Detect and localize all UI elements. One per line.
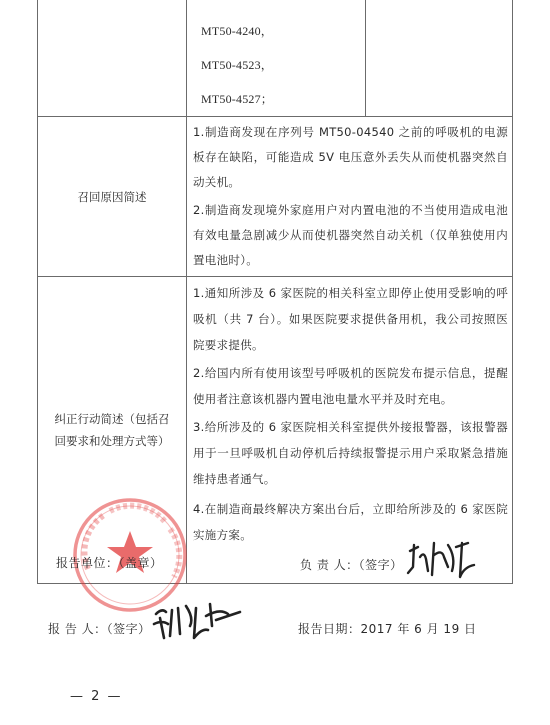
recall-reason-row [38, 117, 513, 277]
recall-reason-paragraph: 1.制造商发现在序列号 MT50-04540 之前的呼吸机的电源板存在缺陷，可能造成 5V 电压意外丢失从而使机器突然自动关机。 [193, 125, 508, 189]
model-list-cell [187, 0, 366, 117]
responsible-person-field: 负 责 人：（签字） [300, 558, 403, 572]
reporter-field: 报 告 人：（签字） [48, 622, 151, 636]
corrective-action-paragraph: 3.给所涉及的 6 家医院相关科室提供外接报警器，该报警器用于一旦呼吸机自动停机后持续报警提示用户采取紧急措施维持患者通气。 [193, 420, 508, 486]
corrective-action-label: 纠正行动简述（包括召回要求和处理方式等） [54, 412, 170, 448]
responsible-signature [404, 537, 480, 583]
corrective-action-paragraph: 4.在制造商最终解决方案出台后，立即给所涉及的 6 家医院实施方案。 [193, 502, 508, 542]
report-date-field: 报告日期：2017 年 6 月 19 日 [298, 622, 477, 636]
blank-value-cell [366, 0, 513, 117]
corrective-action-paragraph: 2.给国内所有使用该型号呼吸机的医院发布提示信息，提醒使用者注意该机器内置电池电量水平并及时充电。 [193, 366, 508, 406]
model-number: MT50-4240， [201, 24, 273, 38]
recall-reason-label: 召回原因简述 [38, 117, 187, 277]
model-number: MT50-4527； [201, 92, 273, 106]
reporter-signature [150, 598, 246, 644]
page-number: — 2 — [70, 689, 123, 704]
model-number: MT50-4523， [201, 58, 273, 72]
corrective-action-paragraph: 1.通知所涉及 6 家医院的相关科室立即停止使用受影响的呼吸机（共 7 台）。如果医院要求提供备用机，我公司按照医院要求提供。 [193, 286, 508, 352]
model-row [38, 0, 513, 117]
recall-reason-paragraph: 2.制造商发现境外家庭用户对内置电池的不当使用造成电池有效电量急剧减少从而使机器突然自动关机（仅单独使用内置电池时）。 [193, 203, 508, 267]
report-unit-field: 报告单位：（盖章） [56, 556, 163, 570]
blank-label-cell [38, 0, 187, 117]
recall-reason-content [187, 117, 513, 277]
